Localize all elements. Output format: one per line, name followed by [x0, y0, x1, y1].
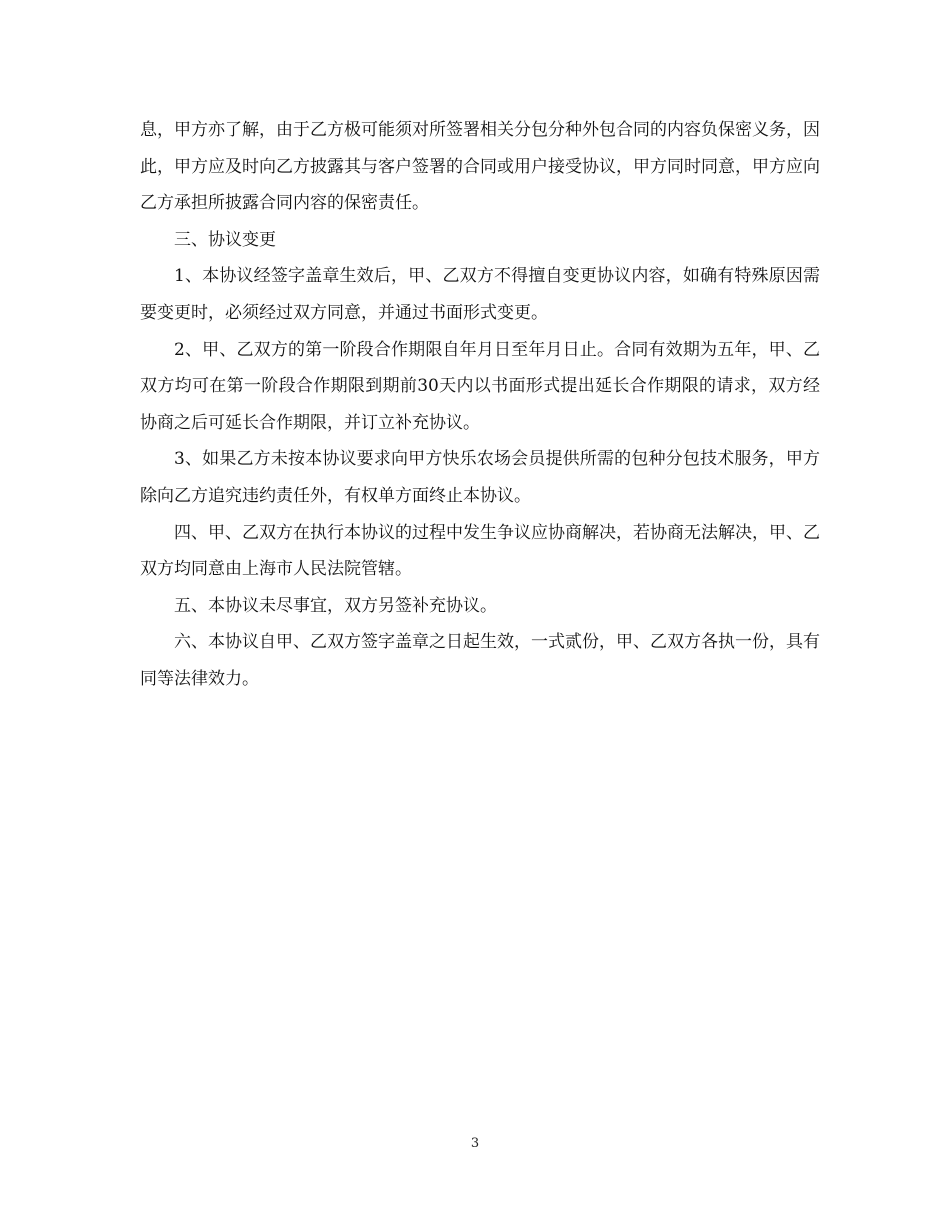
section-supplementary: 五、本协议未尽事宜，双方另签补充协议。 — [174, 595, 497, 616]
page-number: 3 — [470, 1136, 480, 1151]
paragraph-continuation: 息，甲方亦了解，由于乙方极可能须对所签署相关分包分种外包合同的内容负保密义务，因此，甲方应及时向乙方披露其与客户签署的合同或用户接受协议，甲方同时同意，甲方应向乙方承担所披露合同内容的保密责任。 — [140, 120, 820, 214]
clause-2: 2、甲、乙双方的第一阶段合作期限自年月日至年月日止。合同有效期为五年，甲、乙双方均可在第一阶段合作期限到期前30天内以书面形式提出延长合作期限的请求，双方经协商之后可延长合作期限，并订立补充协议。 — [140, 339, 820, 433]
clause-3: 3、如果乙方未按本协议要求向甲方快乐农场会员提供所需的包种分包技术服务，甲方除向乙方追究违约责任外，有权单方面终止本协议。 — [140, 449, 820, 506]
section-heading-agreement-change: 三、协议变更 — [174, 229, 276, 250]
section-effectiveness: 六、本协议自甲、乙双方签字盖章之日起生效，一式贰份，甲、乙双方各执一份，具有同等法律效力。 — [140, 632, 820, 689]
section-dispute-resolution: 四、甲、乙双方在执行本协议的过程中发生争议应协商解决，若协商无法解决，甲、乙双方均同意由上海市人民法院管辖。 — [140, 522, 820, 580]
document-body — [140, 112, 820, 698]
clause-1: 1、本协议经签字盖章生效后，甲、乙双方不得擅自变更协议内容，如确有特殊原因需要变更时，必须经过双方同意，并通过书面形式变更。 — [140, 266, 820, 323]
